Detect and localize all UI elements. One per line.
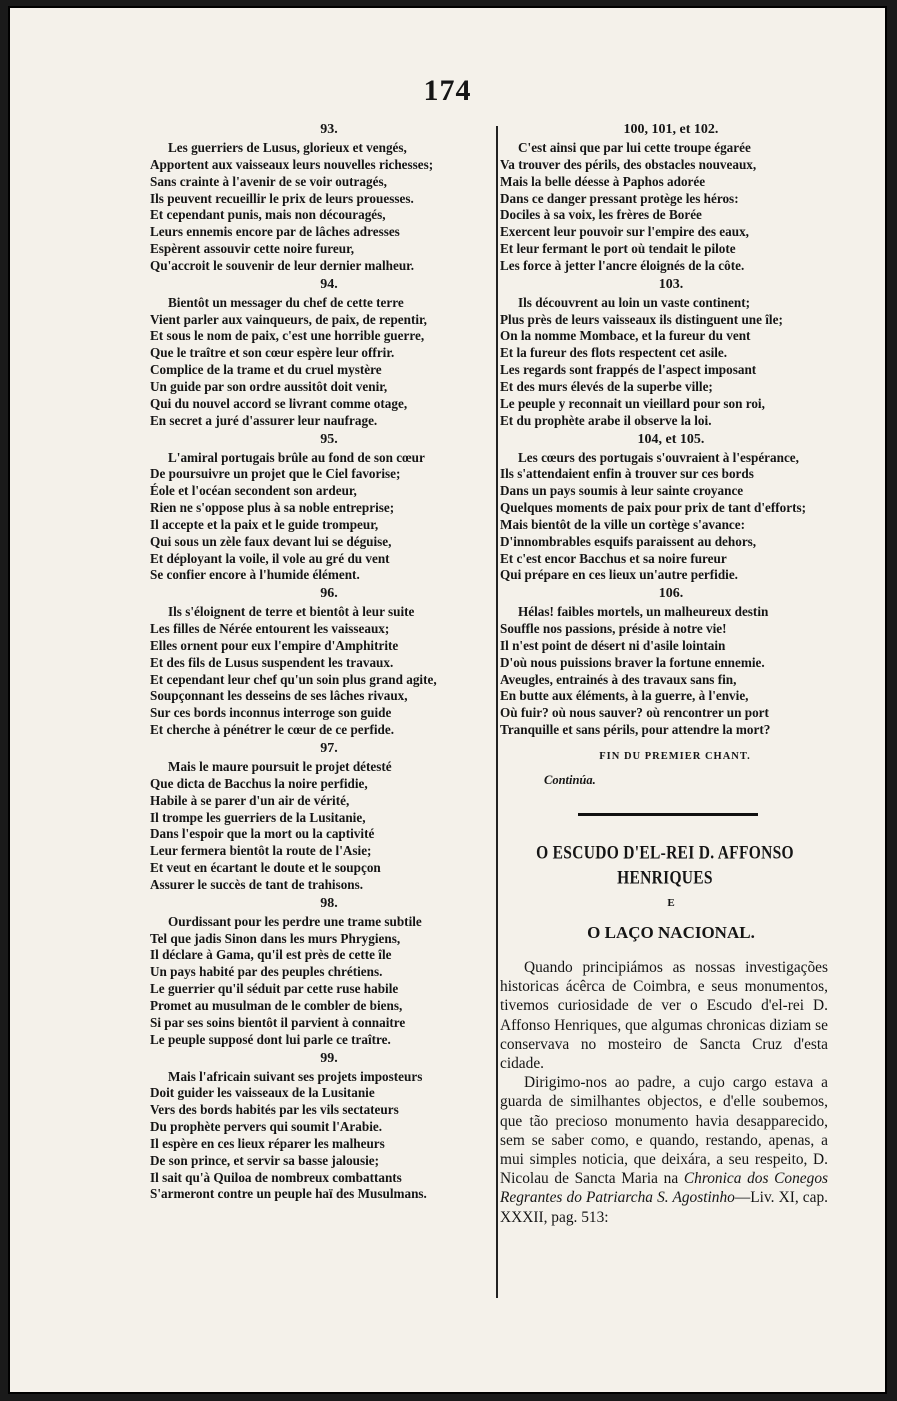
verse-line: S'armeront contre un peuple haï des Musulmans. [150, 1186, 427, 1202]
verse-line: Assurer le succès de tant de trahisons. [150, 876, 364, 892]
verse-line: Souffle nos passions, préside à notre vie! [500, 621, 727, 637]
verse-line: De poursuivre un projet que le Ciel favorise; [150, 466, 401, 482]
stanza-number: 99. [320, 1050, 338, 1066]
verse-line: Doit guider les vaisseaux de la Lusitanie [150, 1085, 375, 1101]
stanza [500, 584, 830, 739]
stanza-number: 96. [320, 586, 338, 602]
verse-line: Mais l'africain suivant ses projets imposteurs [168, 1068, 423, 1084]
verse-line: Mais bientôt de la ville un cortège s'avance: [500, 516, 746, 532]
verse-line: Promet au musulman de le combler de biens, [150, 997, 403, 1013]
stanza-verse [150, 140, 500, 275]
verse-line: Les cœurs des portugais s'ouvraient à l'espérance, [518, 449, 799, 465]
stanza-number: 103. [658, 276, 684, 292]
end-of-canto-label: FIN DU PREMIER CHANT. [599, 751, 751, 762]
verse-line: Et c'est encor Bacchus et sa noire fureur [500, 550, 727, 566]
verse-line: Plus près de leurs vaisseaux ils distinguent une île; [500, 311, 783, 327]
verse-line: On la nomme Mombace, et la fureur du vent [500, 328, 751, 344]
verse-line: Les guerriers de Lusus, glorieux et vengés, [168, 140, 407, 155]
article-conjunction: E [667, 897, 675, 909]
verse-line: Et cherche à pénétrer le cœur de ce perfide. [150, 722, 395, 738]
verse-line: Ils découvrent au loin un vaste continent; [518, 294, 751, 310]
stanza-verse [500, 295, 830, 430]
verse-line: Qui du nouvel accord se livrant comme otage, [150, 395, 408, 411]
stanza [150, 275, 500, 430]
verse-line: Mais la belle déesse à Paphos adorée [500, 173, 706, 189]
paragraph-2-end: —Liv. XI, cap. XXXII, pag. 513: [500, 1189, 828, 1226]
verse-line: Il n'est point de désert ni d'asile lointain [500, 637, 726, 653]
verse-line: Espèrent assouvir cette noire fureur, [150, 241, 355, 257]
verse-line: Il espère en ces lieux réparer les malheurs [150, 1135, 385, 1151]
verse-line: Complice de la trame et du cruel mystère [150, 362, 382, 378]
verse-line: Sur ces bords inconnus interroge son guide [150, 705, 392, 721]
verse-line: Et la fureur des flots respectent cet asile. [500, 345, 728, 361]
article-paragraph-2 [500, 1073, 828, 1227]
verse-line: L'amiral portugais brûle au fond de son cœur [168, 449, 425, 465]
verse-line: Et veut en écartant le doute et le soupçon [150, 860, 381, 876]
verse-line: Soupçonnant les desseins de ses lâches rivaux, [150, 688, 408, 704]
verse-line: Tel que jadis Sinon dans les murs Phrygiens, [150, 930, 401, 946]
stanza-number: 97. [320, 741, 338, 756]
verse-line: Leur fermera bientôt la route de l'Asie; [150, 843, 372, 859]
verse-line: Apportent aux vaisseaux leurs nouvelles richesses; [150, 156, 434, 172]
verse-line: Hélas! faibles mortels, un malheureux destin [518, 604, 769, 620]
paragraph-2-start: Dirigimo-nos ao padre, a cujo cargo estava a guarda de similhantes objectos, e d'elle soubemos, que tão precioso monumento havia desapparecido, sem se saber como, e quando, restando, apenas, a mui simples noticia, que deixára, a seu respeito, D. Nicolau de Sancta Maria na [500, 1074, 828, 1188]
verse-line: Dans un pays soumis à leur sainte croyance [500, 483, 744, 499]
verse-line: Et des fils de Lusus suspendent les travaux. [150, 654, 394, 670]
verse-line: Dans l'espoir que la mort ou la captivité [150, 826, 375, 842]
verse-line: Il sait qu'à Quiloa de nombreux combattants [150, 1169, 402, 1185]
verse-line: Il déclare à Gama, qu'il est près de cette île [150, 947, 392, 963]
stanza-number: 94. [320, 276, 338, 292]
stanza [500, 120, 830, 275]
verse-line: Rien ne s'oppose plus à sa noble entreprise; [150, 500, 395, 516]
verse-line: Le peuple y reconnait un vieillard pour son roi, [500, 395, 765, 411]
verse-line: Dans ce danger pressant protège les héros: [500, 190, 739, 206]
verse-line: En butte aux éléments, à la guerre, à l'envie, [500, 688, 749, 704]
verse-line: Mais le maure poursuit le projet détesté [168, 759, 392, 774]
stanza-number: 106. [658, 586, 684, 602]
verse-line: Les regards sont frappés de l'aspect imposant [500, 362, 757, 378]
verse-line: Les force à jetter l'ancre éloignés de la côte. [500, 257, 745, 273]
stanza-number: 100, 101, et 102. [623, 122, 719, 137]
verse-line: Et déployant la voile, il vole au gré du vent [150, 550, 390, 566]
verse-line: Bientôt un messager du chef de cette terre [168, 294, 404, 310]
verse-line: Éole et l'océan secondent son ardeur, [150, 483, 357, 499]
verse-line: Aveugles, entrainés à des travaux sans fin, [500, 671, 737, 687]
verse-line: Et leur fermant le port où tendait le pilote [500, 241, 736, 257]
stanza-verse [150, 1069, 500, 1204]
verse-line: Va trouver des périls, des obstacles nouveaux, [500, 156, 757, 172]
verse-line: D'innombrables esquifs paraissent au dehors, [500, 533, 757, 549]
stanza-verse [150, 914, 500, 1049]
stanza-verse [500, 604, 830, 739]
verse-line: Et du prophète arabe il observe la loi. [500, 412, 712, 428]
verse-line: Sans crainte à l'avenir de se voir outragés, [150, 173, 387, 189]
right-column [500, 120, 830, 1227]
verse-line: Et des murs élevés de la superbe ville; [500, 378, 713, 394]
stanza [150, 430, 500, 585]
stanza [500, 275, 830, 430]
stanza-verse [150, 295, 500, 430]
verse-line: Si par ses soins bientôt il parvient à connaitre [150, 1014, 406, 1030]
stanza [150, 739, 500, 894]
article-title: O ESCUDO D'EL-REI D. AFFONSO HENRIQUES [536, 842, 794, 889]
verse-line: Qui prépare en ces lieux un'autre perfidie. [500, 567, 738, 583]
stanza-verse [500, 140, 830, 275]
continua-label: Continúa. [544, 773, 596, 787]
stanza [150, 1049, 500, 1204]
stanza-verse [150, 759, 500, 894]
page-number: 174 [423, 74, 472, 107]
verse-line: Habile à se parer d'un air de vérité, [150, 792, 350, 808]
verse-line: Le peuple supposé dont lui parle ce traître. [150, 1031, 391, 1047]
verse-line: Se confier encore à l'humide élément. [150, 567, 360, 583]
verse-line: De son prince, et servir sa basse jalousie; [150, 1152, 380, 1168]
stanza [500, 430, 830, 585]
verse-line: Où fuir? où nous sauver? où rencontrer un port [500, 705, 769, 721]
verse-line: Et sous le nom de paix, c'est une horrible guerre, [150, 328, 425, 344]
verse-line: Dociles à sa voix, les frères de Borée [500, 207, 702, 223]
verse-line: C'est ainsi que par lui cette troupe égarée [518, 140, 751, 155]
verse-line: En secret a juré d'assurer leur naufrage. [150, 412, 378, 428]
verse-line: Le guerrier qu'il séduit par cette ruse habile [150, 981, 399, 997]
stanza-verse [150, 450, 500, 585]
verse-line: Vers des bords habités par les vils sectateurs [150, 1102, 399, 1118]
verse-line: Tranquille et sans périls, pour attendre la mort? [500, 722, 771, 738]
stanza [150, 894, 500, 1049]
verse-line: Ils s'éloignent de terre et bientôt à leur suite [168, 604, 415, 620]
verse-line: Exercent leur pouvoir sur l'empire des eaux, [500, 224, 749, 240]
verse-line: Qu'accroit le souvenir de leur dernier malheur. [150, 257, 415, 273]
stanza-number: 95. [320, 431, 338, 447]
stanza [150, 584, 500, 739]
stanza-number: 93. [320, 122, 338, 137]
article-paragraph-1: Quando principiámos as nossas investigações historicas ácêrca de Coimbra, e seus monumentos, tivemos curiosidade de ver o Escudo d'el-rei D. Affonso Henriques, que algumas chronicas diziam se conservava no mosteiro de Sancta Cruz d'esta cidade. [500, 959, 828, 1073]
verse-line: Leurs ennemis encore par de lâches adresses [150, 224, 400, 240]
article-subtitle: O LAÇO NACIONAL. [587, 923, 755, 942]
verse-line: Et cependant punis, mais non découragés, [150, 207, 386, 223]
left-column-verses [150, 120, 500, 1203]
article-body [500, 958, 828, 1227]
verse-line: Du prophète pervers qui soumit l'Arabie. [150, 1119, 383, 1135]
verse-line: Ourdissant pour les perdre une trame subtile [168, 913, 422, 929]
stanza-number: 98. [320, 895, 338, 911]
stanza-verse [150, 604, 500, 739]
verse-line: Et cependant leur chef qu'un soin plus grand agite, [150, 671, 437, 687]
column-divider [496, 126, 498, 1298]
verse-line: Vient parler aux vainqueurs, de paix, de repentir, [150, 311, 427, 327]
verse-line: Elles ornent pour eux l'empire d'Amphitrite [150, 637, 399, 653]
verse-line: Un guide par son ordre aussitôt doit venir, [150, 378, 388, 394]
verse-line: Quelques moments de paix pour prix de tant d'efforts; [500, 500, 807, 516]
chronica-title: Chronica dos Conegos Regrantes do Patriarcha S. Agostinho [500, 1170, 828, 1207]
stanza-number: 104, et 105. [637, 431, 705, 447]
verse-line: Que dicta de Bacchus la noire perfidie, [150, 775, 368, 791]
verse-line: D'où nous puissions braver la fortune ennemie. [500, 654, 765, 670]
newspaper-page [8, 6, 887, 1394]
verse-line: Que le traître et son cœur espère leur offrir. [150, 345, 395, 361]
verse-line: Les filles de Nérée entourent les vaisseaux; [150, 621, 390, 637]
section-rule [578, 813, 758, 816]
verse-line: Il trompe les guerriers de la Lusitanie, [150, 809, 366, 825]
verse-line: Qui sous un zèle faux devant lui se déguise, [150, 533, 392, 549]
verse-line: Un pays habité par des peuples chrétiens. [150, 964, 383, 980]
verse-line: Ils s'attendaient enfin à trouver sur ces bords [500, 466, 754, 482]
verse-line: Il accepte et la paix et le guide trompeur, [150, 516, 379, 532]
stanza-verse [500, 450, 830, 585]
verse-line: Ils peuvent recueillir le prix de leurs prouesses. [150, 190, 414, 206]
stanza [150, 120, 500, 275]
